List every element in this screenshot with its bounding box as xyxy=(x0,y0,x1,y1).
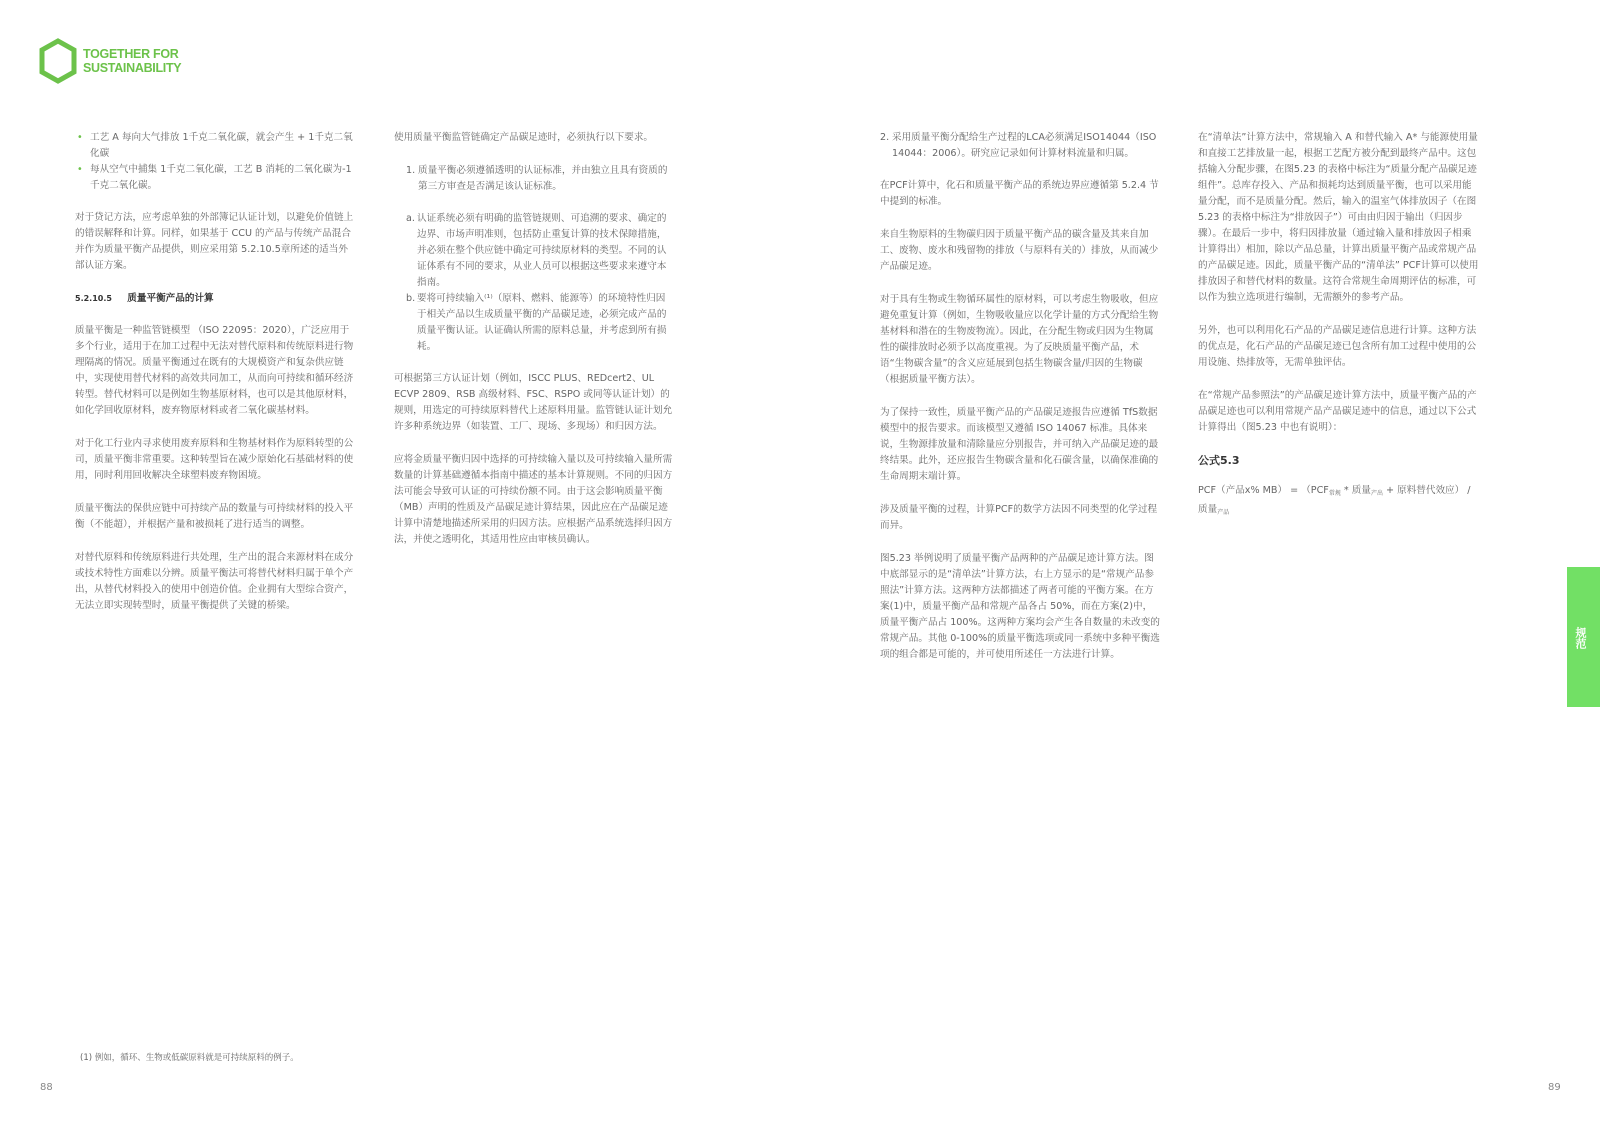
bullet-item: • 工艺 A 每向大气排放 1千克二氧化碳，就会产生 + 1千克二氧化碳 xyxy=(75,130,355,162)
list-item xyxy=(406,163,674,195)
list-item xyxy=(406,211,674,291)
formula-subscript: 产出 xyxy=(1370,490,1383,497)
column-2 xyxy=(394,130,674,565)
footnote: (1) 例如，循环、生物或低碳原料就是可持续原料的例子。 xyxy=(80,1053,299,1063)
list-text: 认证系统必须有明确的监管链规则、可追溯的要求、确定的边界、市场声明准则，包括防止重复计算的技术保障措施，并必须在整个供应链中确定可持续原材料的类型。不同的认证体系有不同的要求，从业人员可以根据这些要求来遵守本指南。 xyxy=(417,213,667,288)
list-item xyxy=(880,130,1160,162)
section-heading xyxy=(75,291,355,307)
paragraph: 质量平衡法的保供应链中可持续产品的数量与可持续材料的投入平衡（不能超），并根据产量和被损耗了进行适当的调整。 xyxy=(75,503,354,530)
section-title: 质量平衡产品的计算 xyxy=(127,293,214,304)
chapter-tab[interactable] xyxy=(1567,567,1600,707)
list-text: 要将可持续输入⁽¹⁾（原料、燃料、能源等）的环境特性归因于相关产品以生成质量平衡的产品碳足迹，必须完成产品的质量平衡认证。认证确认所需的原料总量，并考虑到所有损耗。 xyxy=(417,293,667,352)
list-marker: a. xyxy=(406,213,415,224)
list-item xyxy=(406,291,674,355)
formula-title: 公式5.3 xyxy=(1198,454,1240,467)
paragraph: 为了保持一致性，质量平衡产品的产品碳足迹报告应遵循 TfS数据模型中的报告要求。而该模型又遵循 ISO 14067 标准。具体来说，生物源排放量和清除量应分别报告，并可纳入产品碳足迹的最终结果。此外，还应报告生物碳含量和化石碳含量，以确保准确的生命周期末端计算。 xyxy=(880,407,1159,482)
formula-part: PCF（产品x% MB） = （PCF xyxy=(1198,485,1329,496)
list-text: 采用质量平衡分配给生产过程的LCA必须满足ISO14044（ISO 14044：2006）。研究应记录如何计算材料流量和归属。 xyxy=(892,132,1157,159)
formula-subscript: 产品 xyxy=(1217,509,1230,516)
list-marker: b. xyxy=(406,293,416,304)
formula-part: * 质量 xyxy=(1340,485,1371,496)
paragraph: 对替代原料和传统原料进行共处理，生产出的混合来源材料在成分或技术特性方面难以分辨。质量平衡法可将替代材料归属于单个产出，从替代材料投入的使用中创造价值。企业拥有大型综合资产，无法立即实现转型时，质量平衡提供了关键的桥梁。 xyxy=(75,552,354,611)
paragraph: 在“清单法”计算方法中，常规输入 A 和替代输入 A* 与能源使用量和直接工艺排放量一起，根据工艺配方被分配到最终产品中。这包括输入分配步骤，在图5.23 的表格中标注为“质量分配产品碳足迹组件”。总库存投入、产品和损耗均达到质量平衡，也可以采用能量分配，而不是质量分配。然后，输入的温室气体排放因子（在图5.23 的表格中标注为“排放因子”）可由由归因于输出（归因步骤）。在最后一步中，将归因排放量（通过输入量和排放因子相乘计算得出）相加，除以产品总量，计算出质量平衡产品或常规产品的产品碳足迹。因此，质量平衡产品的“清单法” PCF计算可以使用排放因子和替代材料的数量。这符合常规生命周期评估的标准，可以作为独立选项进行编制，无需额外的参考产品。 xyxy=(1198,132,1479,303)
column-4 xyxy=(1198,130,1480,538)
list-marker: 2. xyxy=(880,132,890,143)
section-number: 5.2.10.5 xyxy=(75,294,112,303)
sub-list xyxy=(394,211,674,355)
paragraph: 来自生物原料的生物碳归因于质量平衡产品的碳含量及其来自加工、废物、废水和残留物的排放（与原料有关的）排放，从而减少产品碳足迹。 xyxy=(880,229,1159,272)
logo-line1: TOGETHER FOR xyxy=(83,47,179,61)
requirements-list-cont xyxy=(880,130,1160,162)
bullet-list xyxy=(75,130,355,194)
paragraph: 在PCF计算中，化石和质量平衡产品的系统边界应遵循第 5.2.4 节中提到的标准。 xyxy=(880,180,1159,207)
paragraph: 可根据第三方认证计划（例如，ISCC PLUS、REDcert2、UL ECVP 2809、RSB 高级材料、FSC、RSPO 或同等认证计划）的规则，用选定的可持续原料替代上述原料用量。监管链认证计划允许多种系统边界（如装置、工厂、现场、多现场）和归因方法。 xyxy=(394,373,673,432)
hexagon-logo-icon xyxy=(38,38,78,84)
logo-text xyxy=(83,47,181,75)
formula-part: + 原料替代效应） / 质量 xyxy=(1198,485,1471,515)
logo-line2: SUSTAINABILITY xyxy=(83,61,182,75)
page-number-right: 89 xyxy=(1548,1082,1561,1093)
column-1 xyxy=(75,130,355,631)
paragraph: 使用质量平衡监管链确定产品碳足迹时，必须执行以下要求。 xyxy=(394,132,654,143)
bullet-item: • 每从空气中捕集 1千克二氧化碳，工艺 B 消耗的二氧化碳为-1千克二氧化碳。 xyxy=(75,162,355,194)
page-number-left: 88 xyxy=(40,1082,53,1093)
paragraph: 另外，也可以利用化石产品的产品碳足迹信息进行计算。这种方法的优点是，化石产品的产品碳足迹已包含所有加工过程中使用的公用设施、热排放等，无需单独评估。 xyxy=(1198,325,1477,368)
formula-subscript: 常规 xyxy=(1328,490,1341,497)
paragraph: 应将金质量平衡归因中选择的可持续输入量以及可持续输入量所需数量的计算基础遵循本指南中描述的基本计算规则。不同的归因方法可能会导致可认证的可持续份额不同。由于这会影响质量平衡（MB）声明的性质及产品碳足迹计算结果，因此应在产品碳足迹计算中清楚地描述所采用的归因方法。应根据产品系统选择归因方法，并使之透明化，其适用性应由审核员确认。 xyxy=(394,454,673,545)
paragraph: 涉及质量平衡的过程，计算PCF的数学方法因不同类型的化学过程而异。 xyxy=(880,504,1158,531)
column-3 xyxy=(880,130,1160,680)
paragraph: 对于具有生物或生物循环属性的原材料，可以考虑生物吸收，但应避免重复计算（例如，生物吸收量应以化学计量的方式分配给生物基材料和潜在的生物废物流）。因此，在分配生物或归因为生物属性的碳排放时必须予以高度重视。为了反映质量平衡产品，术语“生物碳含量”的含义应延展到包括生物碳含量/归因的生物碳（根据质量平衡方法）。 xyxy=(880,294,1159,385)
list-marker: 1. xyxy=(406,165,416,176)
paragraph: 在“常规产品参照法”的产品碳足迹计算方法中，质量平衡产品的产品碳足迹也可以利用常规产品产品碳足迹中的信息，通过以下公式计算得出（图5.23 中也有说明）： xyxy=(1198,390,1477,433)
requirements-list xyxy=(394,163,674,195)
chapter-tab-label: 规范 xyxy=(1574,627,1587,649)
paragraph: 对于贷记方法，应考虑单独的外部簿记认证计划，以避免价值链上的错误解释和计算。同样，如果基于 CCU 的产品与传统产品混合并作为质量平衡产品提供，则应采用第 5.2.10.5章所述的适当外部认证方案。 xyxy=(75,212,354,271)
formula xyxy=(1198,483,1480,521)
list-text: 质量平衡必须遵循透明的认证标准，并由独立且具有资质的第三方审查是否满足该认证标准。 xyxy=(418,165,668,192)
paragraph: 对于化工行业内寻求使用废弃原料和生物基材料作为原料转型的公司，质量平衡非常重要。这种转型旨在减少原始化石基础材料的使用，同时利用回收解决全球塑料废弃物困境。 xyxy=(75,438,354,481)
logo xyxy=(38,38,182,86)
paragraph: 质量平衡是一种监管链模型 （ISO 22095：2020），广泛应用于多个行业，适用于在加工过程中无法对替代原料和传统原料进行物理隔离的情况。质量平衡通过在既有的大规模资产和复杂供应链中，实现使用替代材料的高效共同加工，从而向可持续和循环经济转型。替代材料可以是例如生物基原材料，也可以是其他原材料，如化学回收原材料，废弃物原材料或者二氧化碳基材料。 xyxy=(75,325,354,416)
paragraph: 图5.23 举例说明了质量平衡产品两种的产品碳足迹计算方法。图中底部显示的是“清单法”计算方法，右上方显示的是“常规产品参照法”计算方法。这两种方法都描述了两者可能的平衡方案。在方案(1)中，质量平衡产品和常规产品各占 50%，而在方案(2)中，质量平衡产品占 100%。这两种方案均会产生各自数量的未改变的常规产品。其他 0-100%的质量平衡选项或同一系统中多种平衡选项的组合都是可能的，并可使用所述任一方法进行计算。 xyxy=(880,553,1160,660)
